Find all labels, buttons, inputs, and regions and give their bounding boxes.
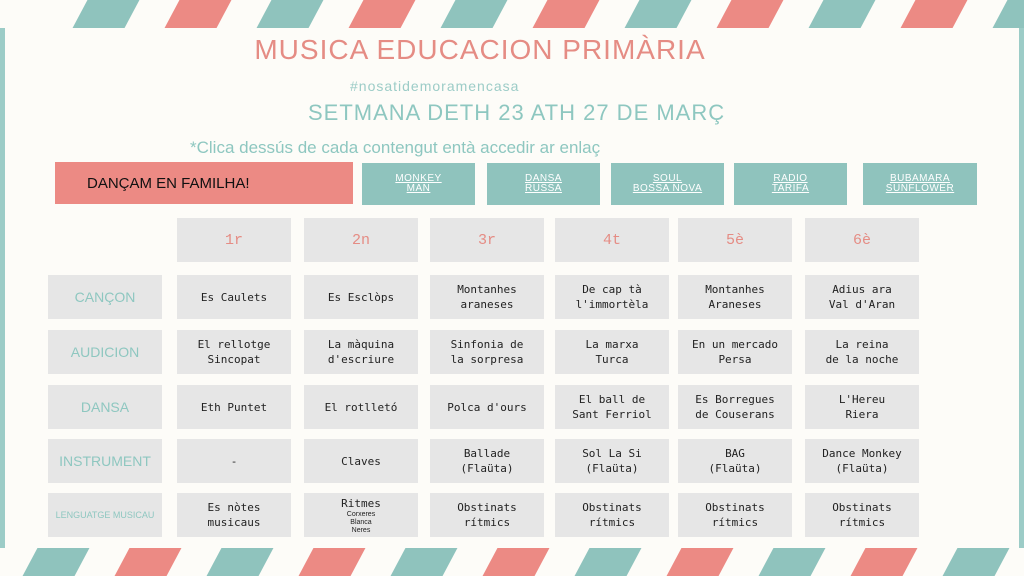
content-cell[interactable] <box>555 439 669 483</box>
cell-line: Es Esclòps <box>327 290 395 304</box>
cell-line: la sorpresa <box>450 353 524 366</box>
cell-line: Montanhes <box>705 283 765 296</box>
content-cell[interactable] <box>177 330 291 374</box>
click-note: *Clica dessús de cada contengut entà accedir ar enlaç <box>190 138 601 157</box>
content-cell[interactable] <box>177 385 291 429</box>
stripe <box>993 0 1024 28</box>
stripe <box>349 0 416 28</box>
cell-line: l'immortèla <box>575 298 649 311</box>
cell-line: rítmics <box>711 516 759 529</box>
content-cell[interactable] <box>430 493 544 537</box>
cell-line: - <box>230 454 238 468</box>
content-cell[interactable] <box>304 330 418 374</box>
stripe <box>943 548 1010 576</box>
cell-line: Riera <box>845 408 879 421</box>
stripe <box>115 548 182 576</box>
stripe <box>717 0 784 28</box>
cell-line: Adius ara <box>832 283 892 296</box>
cell-line: El rotlletó <box>324 400 398 414</box>
cell-line: Ritmes <box>341 496 381 510</box>
week-subtitle: SETMANA DETH 23 ATH 27 DE MARÇ <box>308 100 726 125</box>
cell-line: Polca d'ours <box>447 400 527 414</box>
grade-header: 4t <box>555 218 669 262</box>
cell-line: (Flaüta) <box>835 462 889 475</box>
cell-line: Es nòtes <box>207 501 261 514</box>
song-title-line: RADIO <box>773 173 808 184</box>
row-label: LENGUATGE MUSICAU <box>48 493 162 537</box>
row-label: CANÇON <box>48 275 162 319</box>
cell-line: Araneses <box>708 298 762 311</box>
stripe <box>23 548 90 576</box>
cell-line: de la noche <box>825 353 899 366</box>
content-cell[interactable] <box>430 439 544 483</box>
cell-line: Obstinats <box>582 501 642 514</box>
grade-header: 5è <box>678 218 792 262</box>
stripe <box>441 0 508 28</box>
content-cell[interactable] <box>555 275 669 319</box>
cell-line: Montanhes <box>457 283 517 296</box>
stripe <box>483 548 550 576</box>
content-cell[interactable] <box>805 275 919 319</box>
cell-line: Eth Puntet <box>200 400 268 414</box>
cell-line: El rellotge <box>197 338 271 351</box>
content-cell[interactable] <box>678 493 792 537</box>
stripe <box>207 548 274 576</box>
cell-line: (Flaüta) <box>460 462 514 475</box>
cell-line: rítmics <box>838 516 886 529</box>
cell-line: Sol La Si <box>582 447 642 460</box>
content-cell[interactable] <box>555 385 669 429</box>
content-cell[interactable] <box>430 275 544 319</box>
cell-line: Dance Monkey <box>822 447 902 460</box>
cell-line: Obstinats <box>457 501 517 514</box>
hashtag: #nosatidemoramencasa <box>350 78 520 94</box>
content-cell[interactable] <box>177 439 291 483</box>
content-cell[interactable] <box>805 385 919 429</box>
cell-line: Es Caulets <box>200 290 268 304</box>
cell-line: d'escriure <box>327 353 395 366</box>
page-title: MUSICA EDUCACION PRIMÀRIA <box>254 34 706 65</box>
song-title-line: SOUL <box>652 173 683 184</box>
song-link-1[interactable] <box>487 163 600 205</box>
song-title-line: MONKEY <box>395 173 442 184</box>
stripe <box>759 548 826 576</box>
content-cell[interactable] <box>678 330 792 374</box>
stripe <box>391 548 458 576</box>
stripe <box>667 548 734 576</box>
cell-line: de Couserans <box>695 408 775 421</box>
cell-line: araneses <box>460 298 514 311</box>
grade-header: 3r <box>430 218 544 262</box>
cell-line: (Flaüta) <box>585 462 639 475</box>
song-link-2[interactable] <box>611 163 724 205</box>
cell-line: De cap tà <box>582 283 642 296</box>
cell-small-line: Blanca <box>350 518 372 526</box>
cell-line: Ballade <box>463 447 511 460</box>
song-link-4[interactable] <box>863 163 977 205</box>
content-cell[interactable] <box>304 385 418 429</box>
right-border <box>1019 28 1024 548</box>
content-cell[interactable] <box>304 275 418 319</box>
grade-header: 2n <box>304 218 418 262</box>
row-label: DANSA <box>48 385 162 429</box>
cell-line: La marxa <box>585 338 639 351</box>
song-title-line: DANSA <box>525 173 562 184</box>
stripe <box>165 0 232 28</box>
grade-header: 6è <box>805 218 919 262</box>
stripe <box>901 0 968 28</box>
cell-small-line: Corxeres <box>346 510 376 518</box>
cell-line: Claves <box>341 454 381 468</box>
content-cell[interactable] <box>805 439 919 483</box>
cell-line: Es Borregues <box>695 393 775 406</box>
cell-line: Turca <box>595 353 629 366</box>
content-cell[interactable] <box>304 493 418 537</box>
content-cell[interactable] <box>430 385 544 429</box>
content-cell[interactable] <box>805 330 919 374</box>
content-cell[interactable] <box>678 439 792 483</box>
top-stripe-border <box>0 0 1024 28</box>
stripe <box>809 0 876 28</box>
cell-line: musicaus <box>207 516 261 529</box>
stripe <box>625 0 692 28</box>
cell-line: Persa <box>718 353 752 366</box>
stripe <box>575 548 642 576</box>
cell-line: L'Hereu <box>838 393 886 406</box>
cell-line: rítmics <box>588 516 636 529</box>
cell-line: Val d'Aran <box>828 298 896 311</box>
cell-line: Sincopat <box>207 353 261 366</box>
song-title-line: MAN <box>406 183 431 194</box>
song-link-3[interactable] <box>734 163 847 205</box>
song-title-line: SUNFLOWER <box>885 183 955 194</box>
content-cell[interactable] <box>805 493 919 537</box>
stripe <box>73 0 140 28</box>
content-cell[interactable] <box>555 493 669 537</box>
content-cell[interactable] <box>678 275 792 319</box>
cell-line: Sinfonia de <box>450 338 524 351</box>
song-link-0[interactable] <box>362 163 475 205</box>
stripe <box>299 548 366 576</box>
cell-line: La reina <box>835 338 889 351</box>
grade-header: 1r <box>177 218 291 262</box>
content-cell[interactable] <box>678 385 792 429</box>
song-title-line: RUSSA <box>525 183 562 194</box>
song-title-line: BUBAMARA <box>889 173 951 184</box>
row-label: INSTRUMENT <box>48 439 162 483</box>
cell-line: El ball de <box>578 393 646 406</box>
cell-line: Sant Ferriol <box>572 408 652 421</box>
cell-line: rítmics <box>463 516 511 529</box>
cell-line: Obstinats <box>832 501 892 514</box>
song-title-line: BOSSA NOVA <box>632 183 703 194</box>
cell-line: BAG <box>725 447 745 460</box>
content-cell[interactable] <box>555 330 669 374</box>
content-cell[interactable] <box>430 330 544 374</box>
cell-small-line: Neres <box>351 526 371 534</box>
cell-line: (Flaüta) <box>708 462 762 475</box>
stripe <box>257 0 324 28</box>
row-label: AUDICION <box>48 330 162 374</box>
left-border <box>0 28 5 548</box>
cell-line: La màquina <box>327 338 395 351</box>
song-title-line: TARIFA <box>771 183 810 194</box>
stripe <box>851 548 918 576</box>
content-cell[interactable] <box>304 439 418 483</box>
stripe <box>533 0 600 28</box>
content-cell[interactable] <box>177 493 291 537</box>
cell-line: En un mercado <box>691 338 779 351</box>
bottom-stripe-border <box>0 548 1024 576</box>
content-cell[interactable] <box>177 275 291 319</box>
cell-line: Obstinats <box>705 501 765 514</box>
dance-family-button[interactable]: DANÇAM EN FAMILHA! <box>55 162 353 204</box>
